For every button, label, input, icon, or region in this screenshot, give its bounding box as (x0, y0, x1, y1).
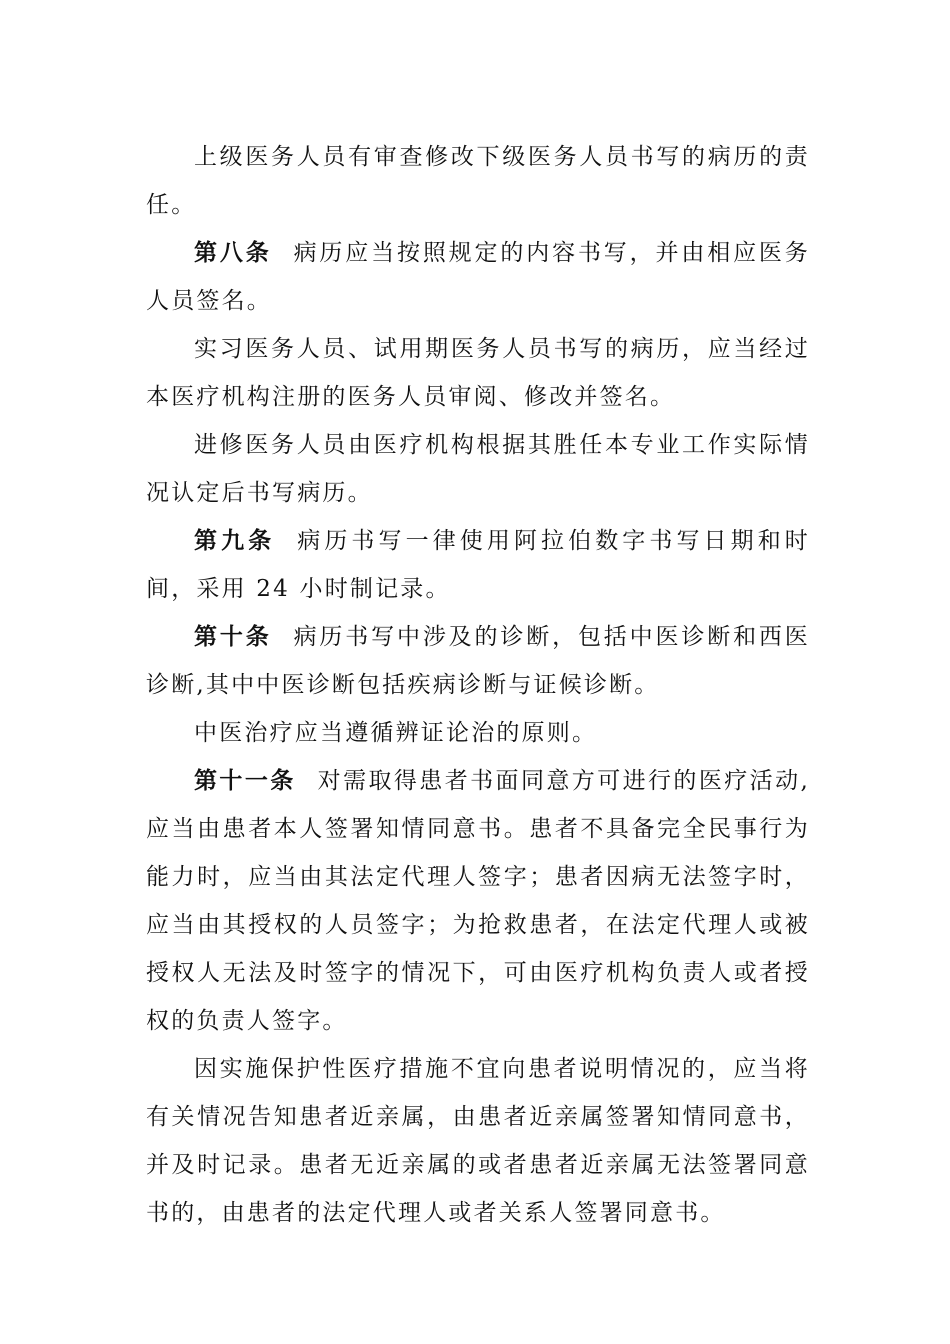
article-heading: 第十一条 (194, 768, 296, 794)
article-paragraph (146, 613, 810, 709)
paragraph (146, 325, 810, 421)
paragraph-text: 中医治疗应当遵循辨证论治的原则。 (194, 720, 598, 746)
paragraph-text: 上级医务人员有审查修改下级医务人员书写的病历的责任。 (146, 144, 810, 218)
paragraph-text: 病历书写中涉及的诊断，包括中医诊断和西医诊断,其中中医诊断包括疾病诊断与证候诊断。 (146, 624, 810, 698)
article-paragraph (146, 757, 810, 1045)
paragraph-text: 对需取得患者书面同意方可进行的医疗活动,应当由患者本人签署知情同意书。患者不具备完全民事行为能力时，应当由其法定代理人签字；患者因病无法签字时，应当由其授权的人员签字；为抢救患者，在法定代理人或被授权人无法及时签字的情况下，可由医疗机构负责人或者授权的负责人签字。 (146, 768, 810, 1034)
article-heading: 第九条 (194, 528, 276, 554)
paragraph-text: 进修医务人员由医疗机构根据其胜任本专业工作实际情况认定后书写病历。 (146, 432, 810, 506)
paragraph (146, 1045, 810, 1237)
article-paragraph (146, 229, 810, 325)
article-heading: 第十条 (194, 624, 272, 650)
paragraph (146, 421, 810, 517)
document-body (146, 133, 810, 1237)
paragraph-text: 实习医务人员、试用期医务人员书写的病历，应当经过本医疗机构注册的医务人员审阅、修改并签名。 (146, 336, 810, 410)
article-paragraph (146, 517, 810, 613)
paragraph (146, 133, 810, 229)
paragraph-text: 病历应当按照规定的内容书写，并由相应医务人员签名。 (146, 240, 810, 314)
paragraph (146, 709, 810, 757)
paragraph-text: 病历书写一律使用阿拉伯数字书写日期和时间，采用 24 小时制记录。 (146, 528, 810, 602)
article-heading: 第八条 (194, 240, 272, 266)
paragraph-text: 因实施保护性医疗措施不宜向患者说明情况的，应当将有关情况告知患者近亲属，由患者近亲属签署知情同意书，并及时记录。患者无近亲属的或者患者近亲属无法签署同意书的，由患者的法定代理人或者关系人签署同意书。 (146, 1056, 810, 1226)
